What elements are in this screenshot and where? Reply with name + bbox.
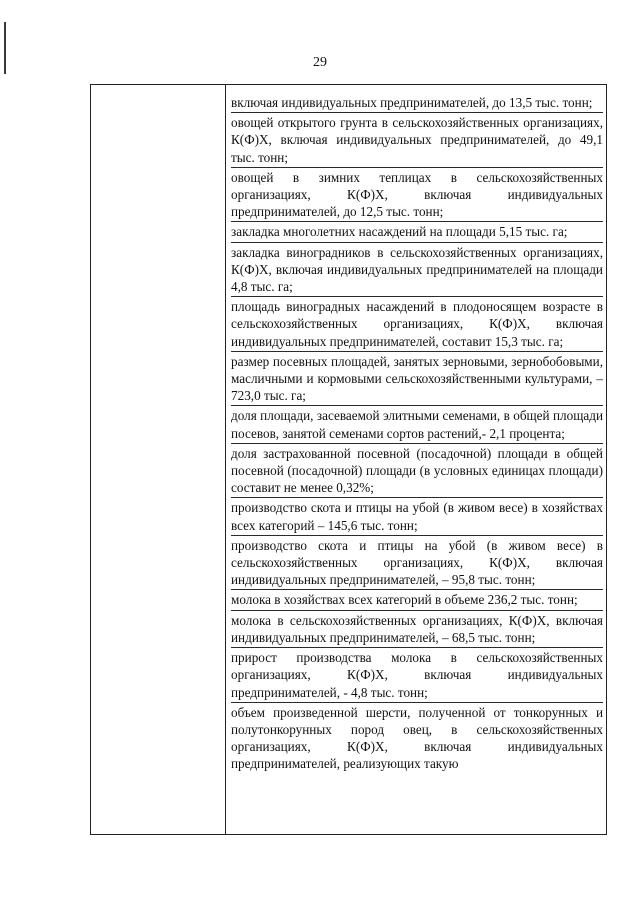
column-divider [225,85,226,834]
table-entry: закладка виноградников в сельскохозяйственных организациях, К(Ф)Х, включая индивидуальных предпринимателей на площади 4,8 тыс. га; [231,244,603,298]
table-left-cell [91,85,225,834]
table-right-cell [231,94,603,775]
table-entry: закладка многолетних насаждений на площади 5,15 тыс. га; [231,223,603,242]
table-entry: доля площади, засеваемой элитными семенами, в общей площади посевов, занятой семенами сортов растений,- 2,1 процента; [231,407,603,443]
table-entry: объем произведенной шерсти, полученной от тонкорунных и полутонкорунных пород овец, в сельскохозяйственных организациях, К(Ф)Х, включая индивидуальных предпринимателей, реализующих такую [231,704,603,772]
table-entry: размер посевных площадей, занятых зерновыми, зернобобовыми, масличными и кормовыми сельскохозяйственными культурами, – 723,0 тыс. га; [231,353,603,407]
table-entry: овощей открытого грунта в сельскохозяйственных организациях, К(Ф)Х, включая индивидуальных предпринимателей, до 49,1 тыс. тонн; [231,114,603,168]
document-table [90,84,607,835]
table-entry: включая индивидуальных предпринимателей, до 13,5 тыс. тонн; [231,94,603,113]
table-entry: молока в сельскохозяйственных организациях, К(Ф)Х, включая индивидуальных предпринимателей, – 68,5 тыс. тонн; [231,612,603,648]
table-entry: молока в хозяйствах всех категорий в объеме 236,2 тыс. тонн; [231,591,603,610]
table-entry: производство скота и птицы на убой (в живом весе) в хозяйствах всех категорий – 145,6 тыс. тонн; [231,499,603,535]
table-entry: овощей в зимних теплицах в сельскохозяйственных организациях, К(Ф)Х, включая индивидуальных предпринимателей, до 12,5 тыс. тонн; [231,169,603,223]
table-entry: производство скота и птицы на убой (в живом весе) в сельскохозяйственных организациях, К(Ф)Х, включая индивидуальных предпринимателей, – 95,8 тыс. тонн; [231,537,603,591]
table-entry: площадь виноградных насаждений в плодоносящем возрасте в сельскохозяйственных организациях, К(Ф)Х, включая индивидуальных предпринимателей, составит 15,3 тыс. га; [231,298,603,352]
table-entry: доля застрахованной посевной (посадочной) площади в общей посевной (посадочной) площади (в условных единицах площади) составит не менее 0,32%; [231,445,603,499]
table-entry: прирост производства молока в сельскохозяйственных организациях, К(Ф)Х, включая индивидуальных предпринимателей, - 4,8 тыс. тонн; [231,649,603,703]
page-number: 29 [313,55,327,70]
